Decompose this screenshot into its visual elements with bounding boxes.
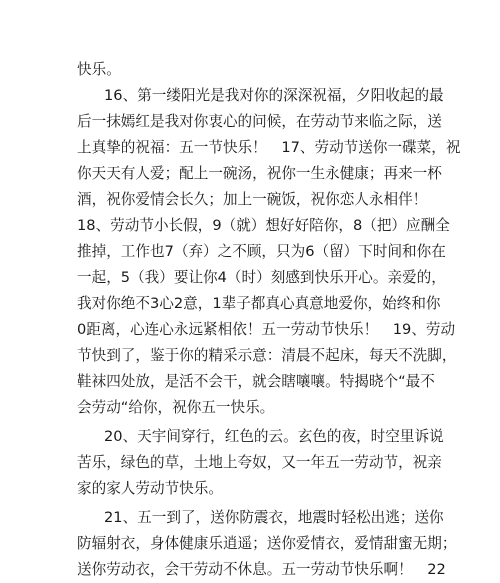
text-line: 0距离，心连心永远紧相依！五一劳动节快乐！ 19、劳动 [77,321,456,338]
text-line: 会劳动“给你，祝你五一快乐。 [77,399,275,416]
text-line: 16、第一缕阳光是我对你的深深祝福，夕阳收起的最 [104,87,444,104]
text-line: 18、劳动节小长假，9（就）想好好陪你，8（把）应酬全 [77,217,450,234]
text-line: 21、五一到了，送你防震衣，地震时轻松出逃；送你 [104,509,444,526]
text-line: 你天天有人爱；配上一碗汤，祝你一生永健康；再来一杯 [77,165,442,182]
text-line: 节快到了，鉴于你的精采示意：清晨不起床，每天不洗脚， [77,347,457,364]
text-line: 上真挚的祝福：五一节快乐！ 17、劳动节送你一碟菜，祝 [77,139,461,156]
text-line: 家的家人劳动节快乐。 [77,480,223,497]
text-line: 快乐。 [77,61,121,78]
text-line: 酒，祝你爱情会长久；加上一碗饭，祝你恋人永相伴！ [77,191,428,208]
text-line: 防辐射衣，身体健康乐逍遥；送你爱情衣，爱情甜蜜无期； [77,535,457,552]
text-line: 送你劳动衣，会干劳动不休息。五一劳动节快乐啊！ 22 [77,561,446,578]
text-line: 20、天宇间穿行，红色的云。玄色的夜，时空里诉说 [104,428,444,445]
text-line: 我对你绝不3心2意，1辈子都真心真意地爱你，始终和你 [77,295,441,312]
text-line: 鞋袜四处放，是活不会干，就会瞎嚷嚷。特揭晓个“最不 [77,373,435,390]
text-line: 后一抹嫣红是我对你衷心的问候，在劳动节来临之际，送 [77,113,442,130]
text-line: 苦乐，绿色的草，土地上夸奴，又一年五一劳动节，祝亲 [77,454,442,471]
text-line: 一起，5（我）要让你4（时）刻感到快乐开心。亲爱的， [77,269,446,286]
text-line: 推掉，工作也7（弃）之不顾，只为6（留）下时间和你在 [77,243,446,260]
